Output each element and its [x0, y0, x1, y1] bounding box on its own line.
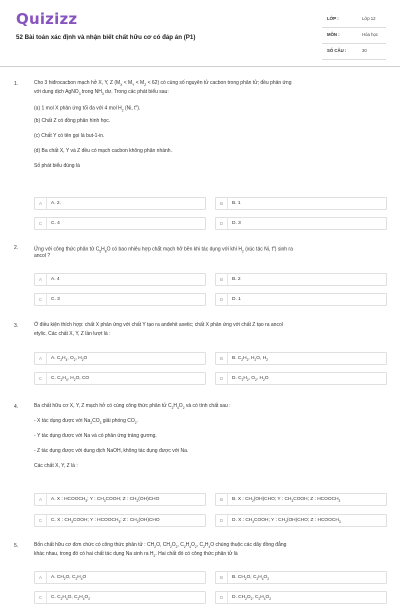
question-text-line: (b) Chất Z có đồng phân hình học.: [34, 118, 111, 124]
answer-option-c[interactable]: [34, 293, 206, 306]
question-text-line: - Z tác dụng được với dung dịch NaOH, không tác dụng được với Na.: [34, 448, 189, 454]
option-text: D. $CH_2O_2$, $C_2H_4O_2$: [232, 595, 272, 601]
question-text-line: Ở điều kiện thích hợp: chất X phản ứng với chất Y tạo ra anđehit axetic; chất X phản ứng với chất Z tạo ra ancol: [34, 322, 283, 328]
answer-option-c[interactable]: [34, 514, 206, 527]
question-number: 5.: [14, 543, 19, 549]
question-text-line: - X tác dụng được với $Na_2CO_3$ giải phóng $CO_2$.: [34, 418, 138, 425]
document-header: [0, 0, 400, 62]
option-letter: C: [35, 592, 47, 603]
question-text-line: Ba chất hữu cơ X, Y, Z mạch hở có cùng công thức phân tử $C_2H_4O_2$ và có tính chất sau :: [34, 403, 231, 410]
answer-option-d[interactable]: [215, 293, 387, 306]
question-number: 4.: [14, 404, 19, 410]
option-letter: D: [216, 294, 228, 305]
question-text-line: với dung dịch AgNO$_3$ trong $NH_3$ dư. Trong các phát biểu sau:: [34, 88, 169, 96]
option-letter: B: [216, 353, 228, 364]
meta-row-count: [322, 44, 386, 60]
answer-option-b[interactable]: [215, 273, 387, 286]
option-text: C. X : $CH_3COOH$; Y : $HCOOCH_3$; Z : $CH_2(OH)CHO$: [51, 518, 160, 524]
option-text: B. X : $CH_2(OH)CHO$; Y : $CH_3COOH$; Z : $HCOOCH_3$: [232, 497, 341, 503]
option-letter: A: [35, 274, 47, 285]
option-text: B. 1: [232, 201, 241, 206]
question-text-line: Bốn chất hữu cơ đơn chức có công thức phân tử : $CH_2O$, $CH_2O_2$, $C_2H_4O_2$, $C_2H_4O$ chúng thuộc các dãy đồng đẳng: [34, 542, 287, 549]
question-text-line: Cho 3 hiđrocacbon mạch hở X, Y, Z $(M_X < M_Y < M_Z < 62)$ có cùng số nguyên tử cacbon trong phân tử; đều phản ứng: [34, 80, 292, 87]
question-text-line: Số phát biểu đúng là: [34, 163, 80, 169]
question-number: 2.: [14, 245, 19, 251]
option-text: B. $CH_2O$, $C_2H_4O_2$: [232, 575, 269, 581]
answer-option-d[interactable]: [215, 591, 387, 604]
option-text: D. 3: [232, 221, 241, 226]
option-letter: A: [35, 353, 47, 364]
answer-option-b[interactable]: [215, 197, 387, 210]
option-text: C. 3: [51, 297, 60, 302]
option-text: B. $C_2H_2$, $H_2O$, $H_2$: [232, 356, 268, 362]
question-number: 1.: [14, 81, 19, 87]
question-text-line: - Y tác dụng được với Na và có phản ứng tráng gương.: [34, 433, 157, 439]
option-text: B. 2: [232, 277, 241, 282]
quizizz-logo: Quizizz: [16, 10, 78, 28]
answer-option-b[interactable]: [215, 571, 387, 584]
answer-option-c[interactable]: [34, 372, 206, 385]
meta-row-class: [322, 12, 386, 28]
answer-option-b[interactable]: [215, 493, 387, 506]
answer-option-a[interactable]: [34, 273, 206, 286]
document-title: 52 Bài toán xác định và nhận biết chất hữu cơ có đáp án (P1): [16, 34, 196, 41]
option-text: A. 2.: [51, 201, 61, 206]
option-text: D. $C_2H_2$, $O_2$, $H_2O$: [232, 376, 269, 382]
answer-option-d[interactable]: [215, 372, 387, 385]
header-divider: [0, 66, 400, 67]
meta-value: Hóa học: [362, 32, 379, 37]
meta-key: MÔN :: [327, 32, 340, 37]
option-text: D. X : $CH_3COOH$; Y : $CH_2(OH)CHO$; Z : $HCOOCH_3$: [232, 518, 341, 524]
answer-option-a[interactable]: [34, 352, 206, 365]
option-letter: C: [35, 218, 47, 229]
question-text-line: Ứng với công thức phân tử $C_5H_8O$ có bao nhiêu hợp chất mạch hở bền khi tác dụng với khí $H_2$ (xúc tác Ni, $t^o$) sinh ra: [34, 245, 293, 254]
question-text-line: ancol ?: [34, 252, 51, 259]
answer-option-c[interactable]: [34, 591, 206, 604]
question-text-line: (a) 1 mol X phản ứng tối đa với 4 mol $H_2$ (Ni, $t^o$).: [34, 104, 141, 113]
option-text: C. $C_2H_4$, $H_2O$, CO: [51, 376, 90, 382]
question-text-line: (d) Ba chất X, Y và Z đều có mạch cacbon không phân nhánh.: [34, 148, 172, 154]
option-letter: A: [35, 198, 47, 209]
question-text-line: etylic. Các chất X, Y, Z lần lượt là :: [34, 330, 111, 337]
meta-table: [322, 12, 386, 60]
answer-option-a[interactable]: [34, 571, 206, 584]
option-letter: C: [35, 515, 47, 526]
option-letter: C: [35, 294, 47, 305]
option-letter: D: [216, 373, 228, 384]
option-letter: D: [216, 218, 228, 229]
question-text-line: (c) Chất Y có tên gọi là but-1-in.: [34, 133, 105, 139]
option-text: D. 1: [232, 297, 241, 302]
option-letter: A: [35, 572, 47, 583]
meta-row-subject: [322, 28, 386, 44]
meta-key: SỐ CÂU :: [327, 48, 347, 53]
option-letter: C: [35, 373, 47, 384]
question-text-line: khác nhau, trong đó có hai chất tác dụng Na sinh ra $H_2$. Hai chất đó có công thức phân tử là: [34, 550, 238, 558]
option-letter: A: [35, 494, 47, 505]
option-letter: D: [216, 515, 228, 526]
answer-option-d[interactable]: [215, 514, 387, 527]
option-text: C. 4: [51, 221, 60, 226]
meta-value: Lớp 12: [362, 16, 376, 21]
option-text: A. $C_2H_4$, $O_2$, $H_2O$: [51, 356, 88, 362]
answer-option-d[interactable]: [215, 217, 387, 230]
option-text: A. 4: [51, 277, 60, 282]
option-letter: B: [216, 274, 228, 285]
question-number: 3.: [14, 323, 19, 329]
answer-option-b[interactable]: [215, 352, 387, 365]
option-letter: B: [216, 572, 228, 583]
answer-option-c[interactable]: [34, 217, 206, 230]
option-text: A. $CH_2O$, $C_2H_4O$: [51, 575, 87, 581]
question-text-line: Các chất X, Y, Z là :: [34, 463, 78, 469]
meta-key: LỚP :: [327, 16, 339, 21]
meta-value: 30: [362, 48, 367, 53]
answer-option-a[interactable]: [34, 493, 206, 506]
option-text: A. X : $HCOOCH_3$; Y : $CH_3COOH$; Z : $CH_2(OH)CHO$: [51, 497, 160, 503]
option-letter: B: [216, 198, 228, 209]
option-letter: B: [216, 494, 228, 505]
option-text: C. $C_2H_4O$, $C_2H_4O_2$: [51, 595, 91, 601]
answer-option-a[interactable]: [34, 197, 206, 210]
option-letter: D: [216, 592, 228, 603]
